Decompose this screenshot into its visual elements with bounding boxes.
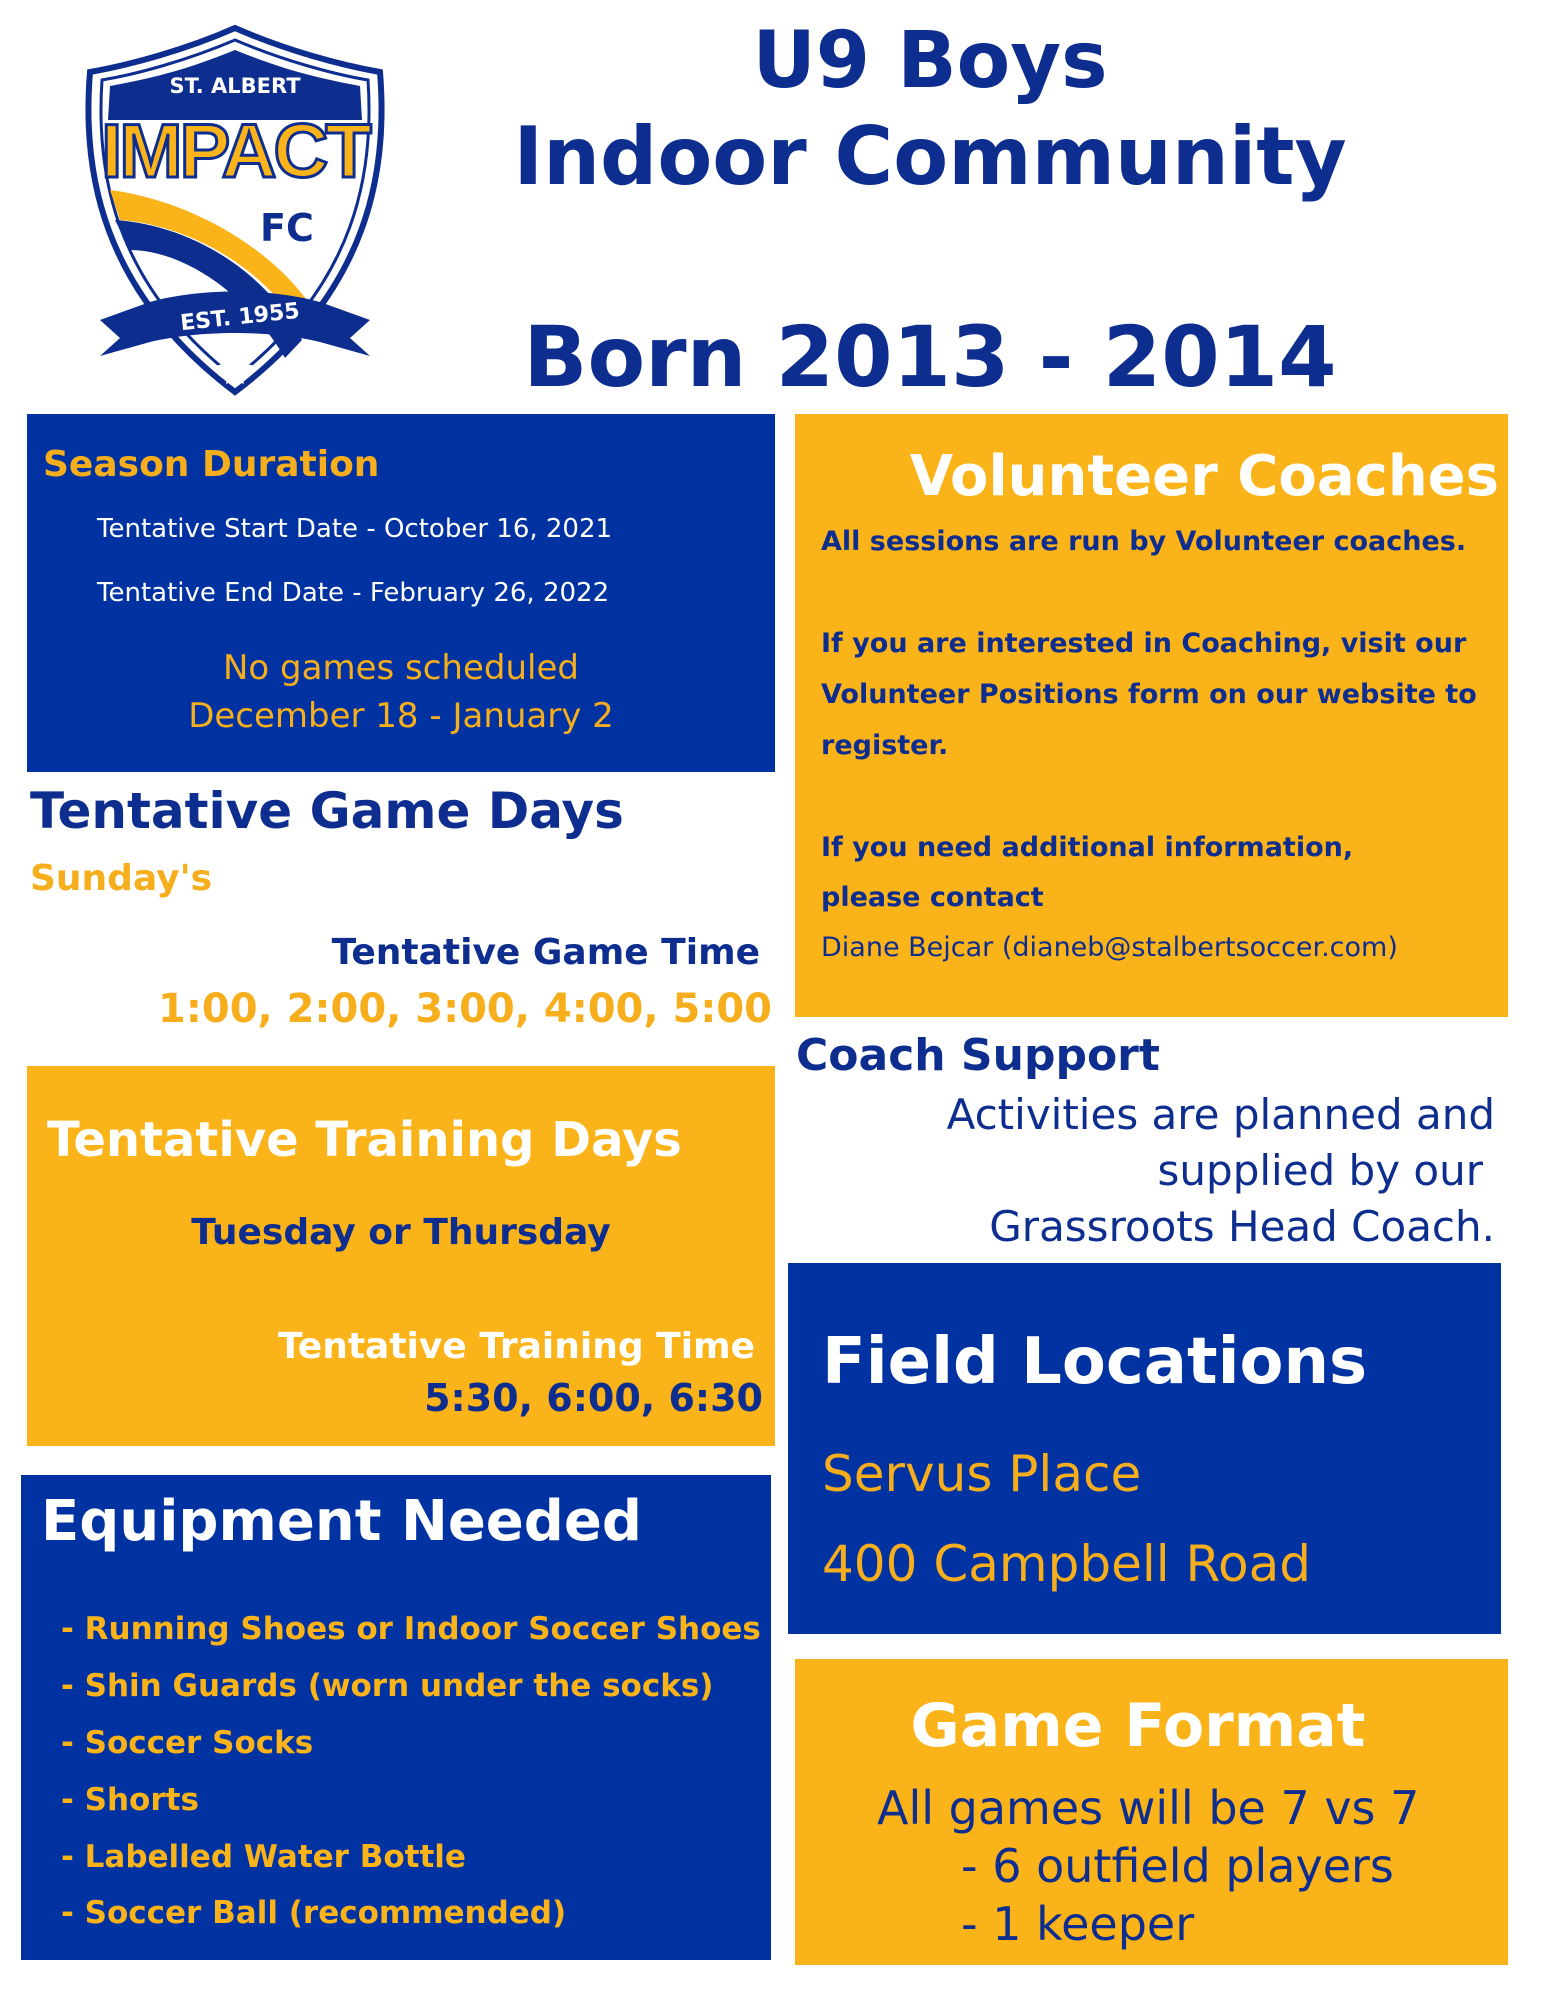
equipment-item: - Shin Guards (worn under the socks) (61, 1668, 714, 1704)
volunteer-line-2: If you are interested in Coaching, visit our (821, 628, 1467, 659)
logo-sub-text: FC (260, 206, 314, 250)
game-format-panel (795, 1659, 1508, 1965)
volunteer-line-3: Volunteer Positions form on our website to (821, 679, 1477, 710)
equipment-item: - Shorts (61, 1782, 199, 1818)
training-time-heading: Tentative Training Time (278, 1326, 755, 1367)
training-days: Tuesday or Thursday (191, 1212, 611, 1253)
season-heading: Season Duration (43, 444, 380, 485)
game-day: Sunday's (30, 858, 213, 899)
format-line-3: - 1 keeper (961, 1897, 1195, 1951)
training-heading: Tentative Training Days (47, 1112, 682, 1168)
format-line-1: All games will be 7 vs 7 (877, 1781, 1420, 1835)
volunteer-contact: Diane Bejcar (dianeb@stalbertsoccer.com) (821, 932, 1398, 963)
training-panel (27, 1066, 775, 1446)
format-heading: Game Format (910, 1691, 1366, 1761)
equipment-item: - Running Shoes or Indoor Soccer Shoes (61, 1611, 761, 1647)
club-logo (70, 20, 400, 400)
field-locations-panel (788, 1263, 1501, 1634)
equipment-panel (21, 1475, 771, 1960)
game-days-heading: Tentative Game Days (30, 782, 624, 840)
field-venue: Servus Place (822, 1445, 1142, 1503)
coach-support-line-3: Grassroots Head Coach. (989, 1202, 1495, 1251)
coach-support-line-2: supplied by our (1157, 1146, 1483, 1195)
logo-est-text: EST. 1955 (179, 298, 301, 337)
coach-support-heading: Coach Support (796, 1030, 1160, 1081)
logo-main-text: IMPACT (101, 109, 369, 194)
title-line-3: Born 2013 - 2014 (523, 308, 1337, 406)
season-end: Tentative End Date - February 26, 2022 (97, 578, 610, 608)
volunteer-line-5: If you need additional information, (821, 832, 1354, 863)
logo-top-text: ST. ALBERT (169, 74, 301, 98)
season-duration-panel (27, 414, 775, 772)
volunteer-line-4: register. (821, 730, 949, 761)
no-games-line-2: December 18 - January 2 (188, 696, 614, 736)
equipment-heading: Equipment Needed (41, 1489, 642, 1554)
title-line-1: U9 Boys (752, 16, 1108, 106)
game-time-heading: Tentative Game Time (331, 932, 760, 973)
equipment-item: - Soccer Ball (recommended) (61, 1895, 567, 1931)
equipment-item: - Soccer Socks (61, 1725, 314, 1761)
training-times: 5:30, 6:00, 6:30 (424, 1376, 763, 1420)
field-heading: Field Locations (822, 1325, 1368, 1399)
field-address: 400 Campbell Road (822, 1535, 1311, 1593)
no-games-line-1: No games scheduled (223, 648, 579, 688)
game-times: 1:00, 2:00, 3:00, 4:00, 5:00 (158, 986, 772, 1032)
equipment-item: - Labelled Water Bottle (61, 1839, 466, 1875)
volunteer-panel (795, 414, 1508, 1017)
volunteer-line-1: All sessions are run by Volunteer coaches. (821, 526, 1467, 557)
volunteer-heading: Volunteer Coaches (909, 444, 1499, 509)
season-start: Tentative Start Date - October 16, 2021 (97, 514, 613, 544)
format-line-2: - 6 outfield players (961, 1839, 1394, 1893)
volunteer-line-6: please contact (821, 882, 1044, 913)
coach-support-line-1: Activities are planned and (946, 1090, 1495, 1139)
title-line-2: Indoor Community (513, 110, 1347, 203)
